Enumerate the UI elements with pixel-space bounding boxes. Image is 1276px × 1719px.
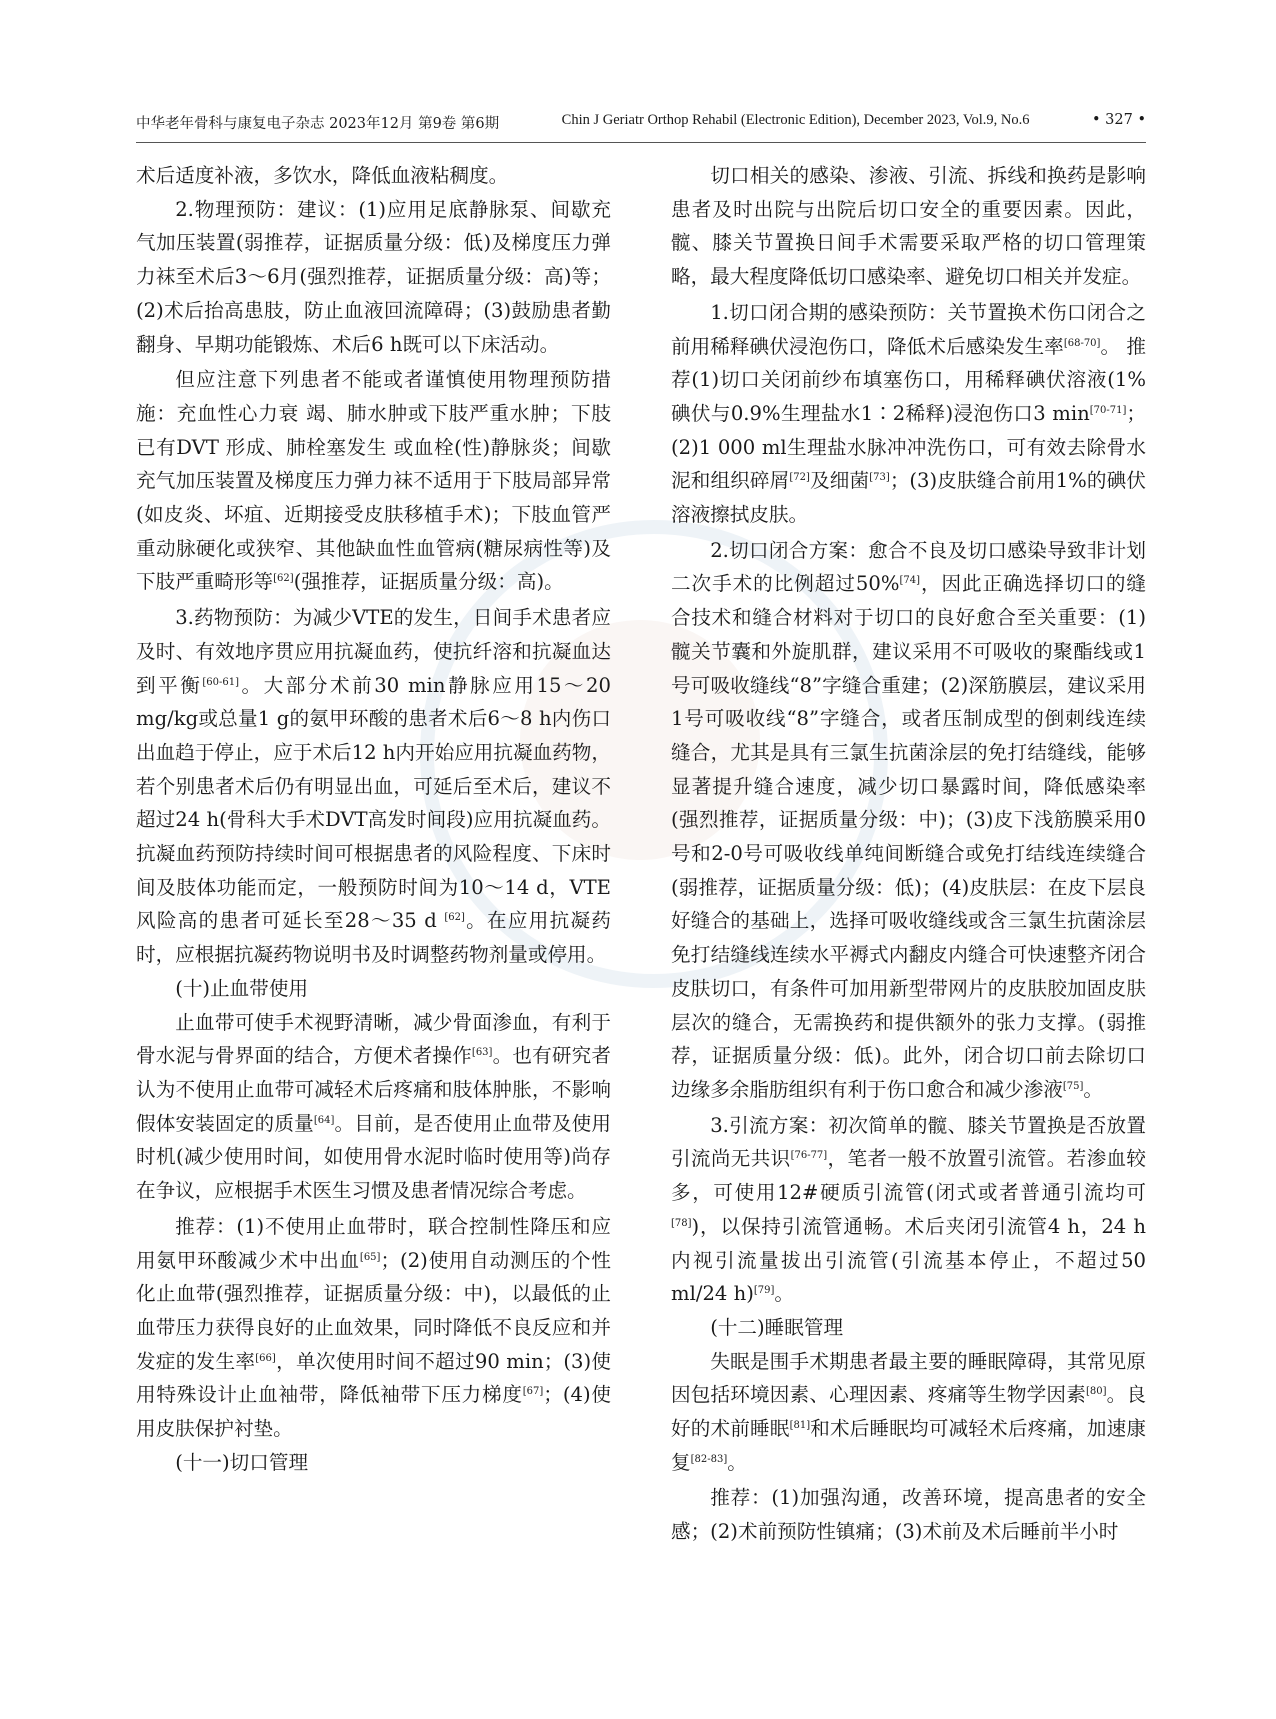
paragraph: 失眠是围手术期患者最主要的睡眠障碍，其常见原因包括环境因素、心理因素、疼痛等生物学因素[80]。良好的术前睡眠[81]和术后睡眠均可减轻术后疼痛，加速康复[82-83]。 [671,1349,1147,1474]
section-heading: (十一)切口管理 [175,1450,309,1474]
citation: [67] [522,1386,544,1398]
citation: [80] [1085,1386,1107,1398]
citation: [68-70] [1063,337,1101,349]
citation: [82-83] [690,1453,728,1465]
paragraph: 切口相关的感染、渗液、引流、拆线和换药是影响患者及时出院与出院后切口安全的重要因素。因此，髋、膝关节置换日间手术需要采取严格的切口管理策略，最大程度降低切口感染率、避免切口相关并发症。 [671,164,1146,289]
left-column [136,159,611,1479]
section-heading: (十)止血带使用 [175,976,309,1000]
paragraph: 2.物理预防：建议：(1)应用足底静脉泵、间歇充气加压装置(弱推荐，证据质量分级：低)及梯度压力弹力袜至术后3～6月(强烈推荐，证据质量分级：高)等；(2)术后抬高患肢，防止血液回流障碍；(3)鼓励患者勤翻身、早期功能锻炼、术后6 h既可以下床活动。 [136,197,611,356]
journal-title-cn: 中华老年骨科与康复电子杂志 2023年12月 第9卷 第6期 [136,116,500,132]
citation: [72] [789,472,810,484]
paragraph: 3.药物预防：为减少VTE的发生，日间手术患者应及时、有效地序贯应用抗凝血药，使抗纤溶和抗凝血达到平衡[60-61]。大部分术前30 min静脉应用15～20 mg/kg或总量1 g的氨甲环酸的患者术后6～8 h内伤口出血趋于停止，应于术后12 h内开始应用抗凝血药物，若个别患者术后仍有明显出血，可延后至术后，建议不超过24 h(骨科大手术DVT高发时间段)应用抗凝血药。抗凝血药预防持续时间可根据患者的风险程度、下床时间及肢体功能而定，一般预防时间为10～14 d，VTE风险高的患者可延长至28～35 d [62]。在应用抗凝药时，应根据抗凝药物说明书及时调整药物剂量或停用。 [136,606,611,967]
journal-title-en: Chin J Geriatr Orthop Rehabil (Electronic Edition), December 2023, Vol.9, No.6 [561,112,1030,128]
running-header [136,112,1146,143]
citation: [75] [1062,1080,1084,1092]
paragraph: 但应注意下列患者不能或者谨慎使用物理预防措施：充血性心力衰 竭、肺水肿或下肢严重水肿；下肢已有DVT 形成、肺栓塞发生 或血栓(性)静脉炎；间歇充气加压装置及梯度压力弹力袜不适用于下肢局部异常(如皮炎、坏疽、近期接受皮肤移植手术)；下肢血管严重动脉硬化或狭窄、其他缺血性血管病(糖尿病性等)及下肢严重畸形等[62](强推荐，证据质量分级：高)。 [136,368,611,594]
citation: [60-61] [202,676,240,688]
paragraph: 2.切口闭合方案：愈合不良及切口感染导致非计划二次手术的比例超过50%[74]，因此正确选择切口的缝合技术和缝合材料对于切口的良好愈合至关重要：(1)髋关节囊和外旋肌群，建议采用不可吸收的聚酯线或1号可吸收缝线“8”字缝合重建；(2)深筋膜层，建议采用1号可吸收线“8”字缝合，或者压制成型的倒刺线连续缝合，尤其是具有三氯生抗菌涂层的免打结缝线，能够显著提升缝合速度，减少切口暴露时间，降低感染率(强烈推荐，证据质量分级：中)；(3)皮下浅筋膜采用0号和2-0号可吸收线单纯间断缝合或免打结线连续缝合(弱推荐，证据质量分级：低)；(4)皮肤层：在皮下层良好缝合的基础上，选择可吸收缝线或含三氯生抗菌涂层免打结缝线连续水平褥式内翻皮内缝合可快速整齐闭合皮肤切口，有条件可加用新型带网片的皮肤胶加固皮肤层次的缝合，无需换药和提供额外的张力支撑。(弱推荐，证据质量分级：低)。此外，闭合切口前去除切口边缘多余脂肪组织有利于伤口愈合和减少渗液[75]。 [671,538,1146,1101]
page-number: • 327 • [1092,112,1146,128]
citation: [66] [255,1352,276,1364]
paragraph: 推荐：(1)加强沟通，改善环境，提高患者的安全感；(2)术前预防性镇痛；(3)术前及术后睡前半小时 [671,1486,1146,1544]
citation: [62] [444,912,465,924]
citation: [70-71] [1089,404,1127,416]
citation: [73] [869,472,890,484]
citation: [76-77] [790,1150,828,1162]
citation: [64] [313,1114,335,1126]
citation: [62] [273,573,294,585]
paragraph: 推荐：(1)不使用止血带时，联合控制性降压和应用氨甲环酸减少术中出血[65]；(2)使用自动测压的个性化止血带(强烈推荐，证据质量分级：中)，以最低的止血带压力获得良好的止血效果，同时降低不良反应和并发症的发生率[66]，单次使用时间不超过90 min；(3)使用特殊设计止血袖带，降低袖带下压力梯度[67]；(4)使用皮肤保护衬垫。 [136,1214,612,1441]
paragraph: 止血带可使手术视野清晰，减少骨面渗血，有利于骨水泥与骨界面的结合，方便术者操作[63]。也有研究者认为不使用止血带可减轻术后疼痛和肢体肿胀，不影响假体安装固定的质量[64]。目前，是否使用止血带及使用时机(减少使用时间，如使用骨水泥时临时使用等)尚存在争议，应根据手术医生习惯及患者情况综合考虑。 [136,1010,612,1203]
citation: [81] [789,1420,811,1432]
citation: [79] [753,1285,775,1297]
paragraph: 3.引流方案：初次简单的髋、膝关节置换是否放置引流尚无共识[76-77]，笔者一般不放置引流管。若渗血较多，可使用12#硬质引流管(闭式或者普通引流均可[78])，以保持引流管通畅。术后夹闭引流管4 h，24 h内视引流量拔出引流管(引流基本停止，不超过50 ml/24 h)[79]。 [671,1113,1147,1306]
citation: [65] [359,1251,381,1263]
paragraph: 1.切口闭合期的感染预防：关节置换术伤口闭合之前用稀释碘伏浸泡伤口，降低术后感染发生率[68-70]。 推荐(1)切口关闭前纱布填塞伤口，用稀释碘伏溶液(1%碘伏与0.9%生理盐水1∶2稀释)浸泡伤口3 min[70-71]；(2)1 000 ml生理盐水脉冲冲洗伤口，可有效去除骨水泥和组织碎屑[72]及细菌[73]；(3)皮肤缝合前用1%的碘伏溶液擦拭皮肤。 [671,300,1147,527]
citation: [74] [899,575,920,587]
citation: [63] [471,1047,493,1059]
paragraph: 术后适度补液，多饮水，降低血液粘稠度。 [136,164,509,187]
citation: [78] [671,1217,692,1229]
section-heading: (十二)睡眠管理 [710,1315,844,1339]
right-column [671,159,1146,1549]
